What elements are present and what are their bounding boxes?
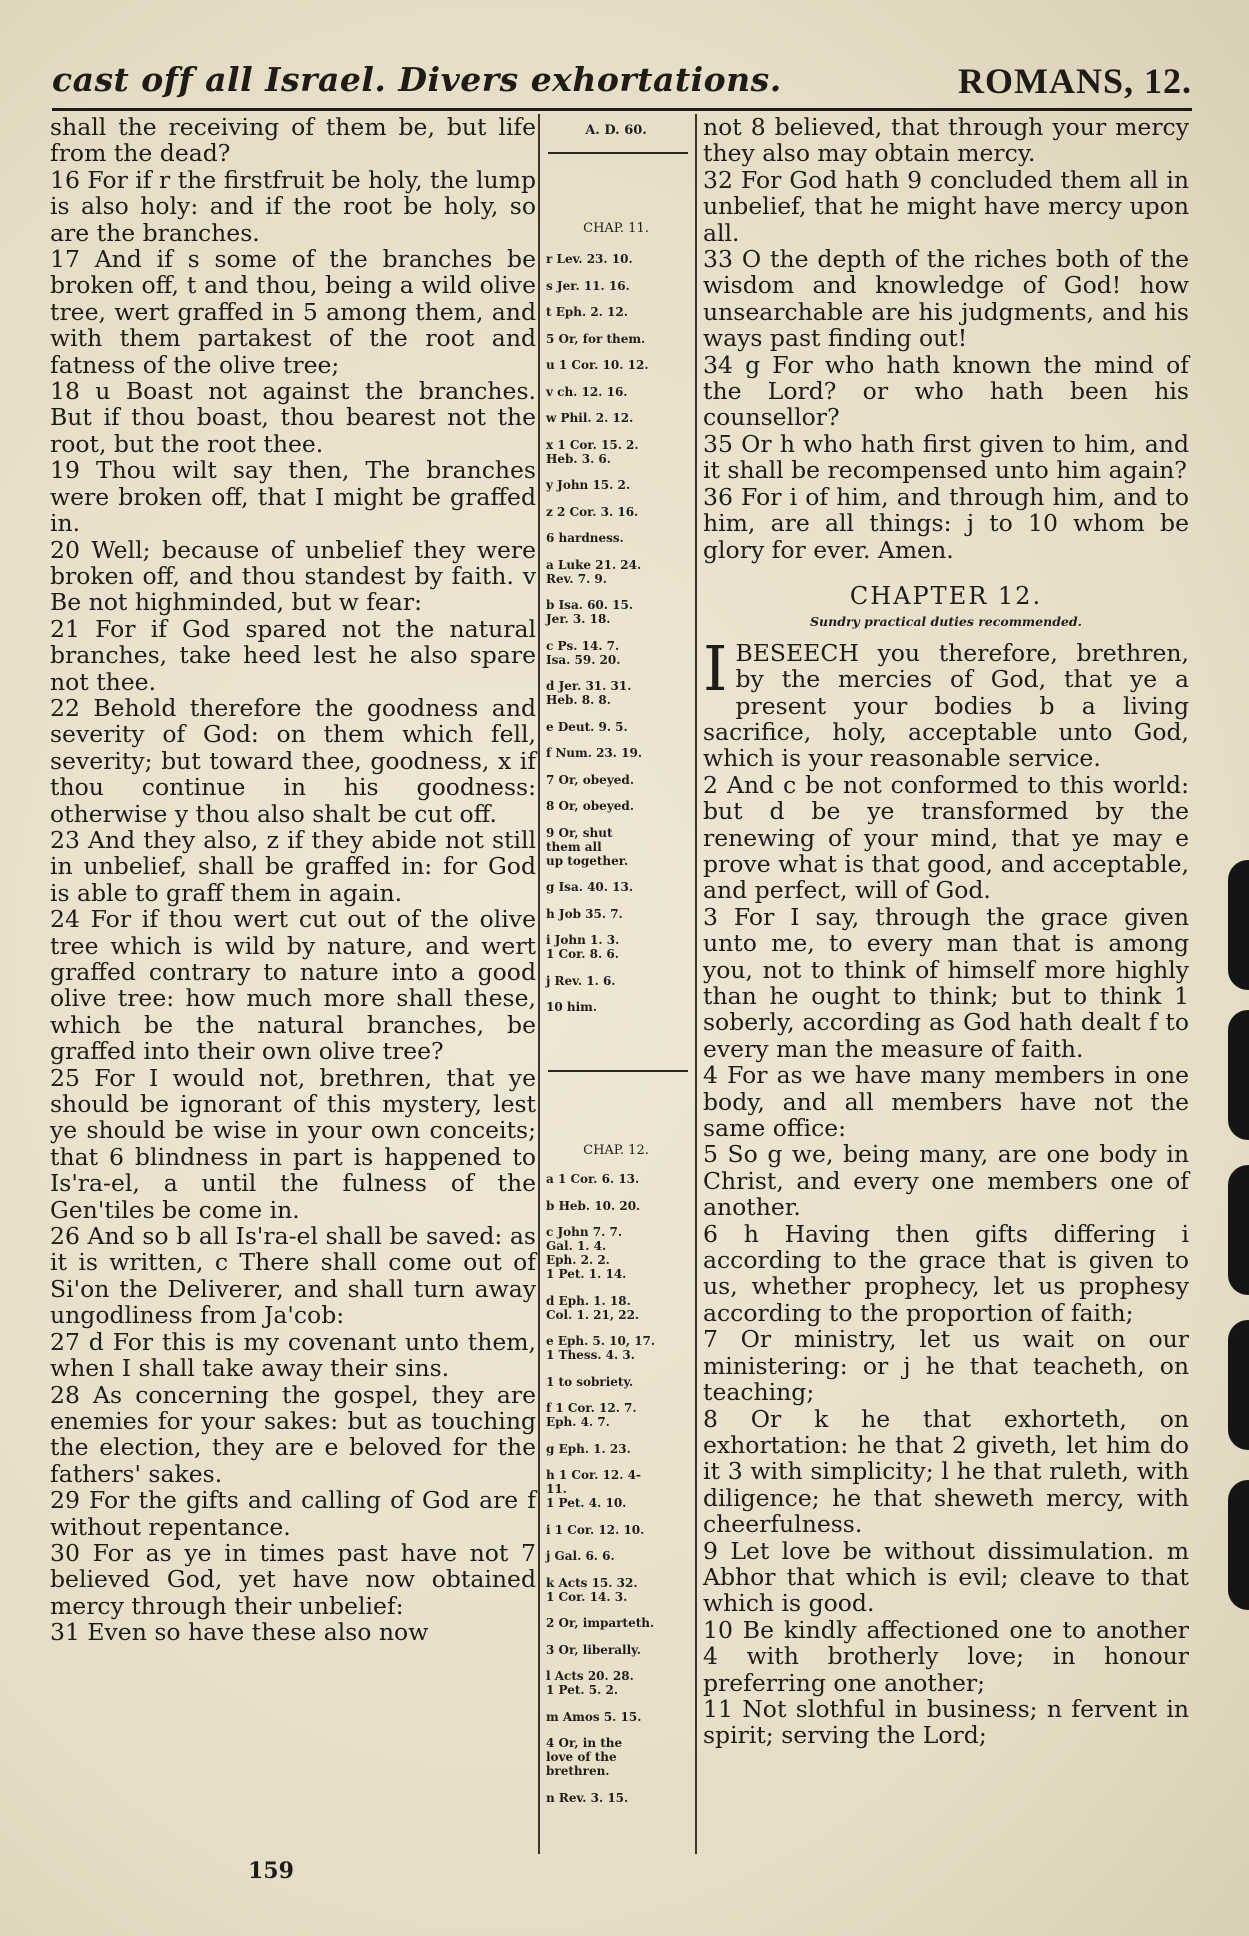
cross-reference: g Isa. 40. 13. [546,880,633,894]
cross-reference: z 2 Cor. 3. 16. [546,504,639,519]
verse: 25 For I would not, brethren, that ye should be ignorant of this mystery, lest ye should be wise in your own conceits; that 6 blindness in part is happened to Is'ra-el, a until the fulness of the Gen'tiles be come in. [50,1063,536,1224]
chapter-11-references [546,252,691,1027]
cross-reference: n Rev. 3. 15. [546,1790,629,1805]
verse: 7 Or ministry, let us wait on our ministering: or j he that teacheth, on teaching; [703,1325,1189,1407]
verse: shall the receiving of them be, but life from the dead? [50,113,536,168]
verse: 20 Well; because of unbelief they were broken off, and thou standest by faith. v Be not highminded, but w fear: [50,535,536,617]
cross-reference: j Gal. 6. 6. [546,1549,615,1563]
verse: 31 Even so have these also now [50,1618,429,1647]
year-label: A. D. 60. [585,123,647,138]
cross-reference: c John 7. 7. Gal. 1. 4. Eph. 2. 2. 1 Pet. 1. 14. [546,1225,627,1281]
cross-reference: i 1 Cor. 12. 10. [546,1522,645,1537]
chapter-11-reference-heading: CHAP. 11. [583,221,649,236]
verse: 19 Thou wilt say then, The branches were broken off, that I might be graffed in. [50,456,536,538]
header-rule [52,108,1192,111]
verse: 33 O the depth of the riches both of the wisdom and knowledge of God! how unsearchable are his judgments, and his ways past finding out! [703,245,1189,353]
verse: 9 Let love be without dissimulation. m Abhor that which is evil; cleave to that which is good. [703,1536,1189,1618]
right-text-column [703,114,1189,1749]
cross-reference: f Num. 23. 19. [546,746,643,760]
cross-reference: 1 to sobriety. [546,1374,634,1389]
cross-reference: e Deut. 9. 5. [546,719,628,734]
cross-reference: f 1 Cor. 12. 7. Eph. 4. 7. [546,1401,637,1429]
cross-reference: c Ps. 14. 7. Isa. 59. 20. [546,638,621,667]
cross-reference: 5 Or, for them. [546,331,646,346]
verse: 30 For as ye in times past have not 7 believed God, yet have now obtained mercy through their unbelief: [50,1538,536,1620]
cross-reference: r Lev. 23. 10. [546,252,633,266]
verse: 28 As concerning the gospel, they are enemies for your sakes: but as touching the election, they are e beloved for the fathers' sakes. [50,1380,536,1488]
verse: 4 For as we have many members in one body, and all members have not the same office: [703,1061,1189,1143]
cross-reference: u 1 Cor. 10. 12. [546,358,649,372]
cross-reference: 8 Or, obeyed. [546,799,634,813]
cross-reference: d Jer. 31. 31. Heb. 8. 8. [546,679,632,707]
verse: 29 For the gifts and calling of God are f without repentance. [50,1486,536,1541]
cross-reference: 10 him. [546,1000,598,1014]
cross-reference: t Eph. 2. 12. [546,305,628,319]
verse: 16 For if r the firstfruit be holy, the lump is also holy: and if the root be holy, so are the branches. [50,165,536,247]
chapter-12-reference-heading: CHAP. 12. [583,1143,649,1158]
cross-reference: 4 Or, in the love of the brethren. [546,1736,623,1778]
verse: 21 For if God spared not the natural branches, take heed lest he also spare not thee. [50,614,536,696]
cross-reference: e Eph. 5. 10, 17. 1 Thess. 4. 3. [546,1334,656,1362]
cross-reference: b Heb. 10. 20. [546,1198,641,1213]
chapter-subtitle: Sundry practical duties recommended. [810,614,1082,630]
cross-reference: m Amos 5. 15. [546,1709,642,1724]
verse: 36 For i of him, and through him, and to him, are all things: j to 10 whom be glory for ever. Amen. [703,482,1189,564]
cross-reference: j Rev. 1. 6. [546,973,616,988]
reference-rule [548,152,688,154]
cross-reference: s Jer. 11. 16. [546,278,630,293]
verse: 23 And they also, z if they abide not still in unbelief, shall be graffed in: for God is able to graff them in again. [50,825,536,907]
page-header [52,60,1192,108]
cross-reference: x 1 Cor. 15. 2. Heb. 3. 6. [546,437,639,466]
cross-reference: 3 Or, liberally. [546,1642,641,1657]
page-number: 159 [248,1858,294,1884]
thumb-index-tab[interactable] [1228,1480,1249,1610]
verse: 2 And c be not conformed to this world: but d be ye transformed by the renewing of your mind, that ye may e prove what is that good, and acceptable, and perfect, will of God. [703,770,1189,905]
cross-reference: 9 Or, shut them all up together. [546,825,629,868]
verse: 11 Not slothful in business; n fervent in spirit; serving the Lord; [703,1694,1189,1750]
chapter-12-references [546,1172,691,1817]
thumb-index-tab[interactable] [1228,1320,1249,1450]
cross-reference: 7 Or, obeyed. [546,772,634,787]
verse: 17 And if s some of the branches be broken off, t and thou, being a wild olive tree, wert graffed in 5 among them, and with them partakest of the root and fatness of the olive tree; [50,245,536,379]
cross-reference: 2 Or, imparteth. [546,1616,655,1630]
verse: 3 For I say, through the grace given unto me, to every man that is among you, not to think of himself more highly than he ought to think; but to think 1 soberly, according as God hath dealt f to every man the measure of faith. [703,902,1189,1063]
cross-reference: w Phil. 2. 12. [546,411,634,425]
verse: 10 Be kindly affectioned one to another 4 with brotherly love; in honour preferring one another; [703,1615,1189,1697]
cross-reference: a Luke 21. 24. Rev. 7. 9. [546,557,642,586]
verse: 27 d For this is my covenant unto them, when I shall take away their sins. [50,1327,536,1383]
running-head-left: cast off all Israel. Divers exhortations. [52,60,782,99]
verse: 5 So g we, being many, are one body in Christ, and every one members one of another. [703,1140,1189,1222]
thumb-index-tab[interactable] [1228,1165,1249,1295]
first-verse [703,631,1189,773]
verse: 35 Or h who hath first given to him, and it shall be recompensed unto him again? [703,429,1189,485]
first-verse-text: BESEECH you therefore, brethren, by the mercies of God, that ye a present your bodies b a living sacrifice, holy, acceptable unto God, which is your reasonable service. [703,638,1189,773]
cross-reference-column [536,114,696,1854]
cross-reference: g Eph. 1. 23. [546,1441,631,1456]
verse: 26 And so b all Is'ra-el shall be saved: as it is written, c There shall come out of Si'on the Deliverer, and shall turn away ungodliness from Ja'cob: [50,1222,536,1330]
verse: 8 Or k he that exhorteth, on exhortation: he that 2 giveth, let him do it 3 with simplicity; l he that ruleth, with diligence; he that sheweth mercy, with cheerfulness. [703,1404,1189,1539]
cross-reference: i John 1. 3. 1 Cor. 8. 6. [546,933,620,961]
drop-capital: I [703,631,728,705]
running-head-right: ROMANS, 12. [958,61,1192,101]
verse: 18 u Boast not against the branches. But if thou boast, thou bearest not the root, but the root thee. [50,377,536,458]
verse: 32 For God hath 9 concluded them all in unbelief, that he might have mercy upon all. [703,165,1189,247]
verse: 24 For if thou wert cut out of the olive tree which is wild by nature, and wert graffed contrary to nature into a good olive tree: how much more shall these, which be the natural branches, be graffed into their own olive tree? [50,905,536,1066]
cross-reference: b Isa. 60. 15. Jer. 3. 18. [546,598,633,626]
thumb-index-tab[interactable] [1228,860,1249,990]
chapter-title: CHAPTER 12. [849,581,1043,610]
cross-reference: d Eph. 1. 18. Col. 1. 21, 22. [546,1293,640,1322]
cross-reference: k Acts 15. 32. 1 Cor. 14. 3. [546,1575,638,1604]
cross-reference: h 1 Cor. 12. 4- 11. 1 Pet. 4. 10. [546,1468,641,1510]
thumb-index-tabs[interactable] [1228,0,1249,1936]
reference-rule [548,1070,688,1072]
verse: 34 g For who hath known the mind of the Lord? or who hath been his counsellor? [703,350,1189,432]
cross-reference: l Acts 20. 28. 1 Pet. 5. 2. [546,1669,634,1697]
cross-reference: v ch. 12. 16. [546,384,628,399]
verse: not 8 believed, that through your mercy they also may obtain mercy. [703,113,1189,168]
verse: 22 Behold therefore the goodness and severity of God: on them which fell, severity; but toward thee, goodness, x if thou continue in his goodness: otherwise y thou also shalt be cut off. [50,693,536,828]
cross-reference: a 1 Cor. 6. 13. [546,1172,640,1186]
cross-reference: h Job 35. 7. [546,906,623,921]
thumb-index-tab[interactable] [1228,1010,1249,1140]
cross-reference: 6 hardness. [546,531,624,545]
cross-reference: y John 15. 2. [546,478,631,492]
left-text-column [50,114,536,1646]
verse: 6 h Having then gifts differing i according to the grace that is given to us, whether prophecy, let us prophesy according to the proportion of faith; [703,1219,1189,1327]
